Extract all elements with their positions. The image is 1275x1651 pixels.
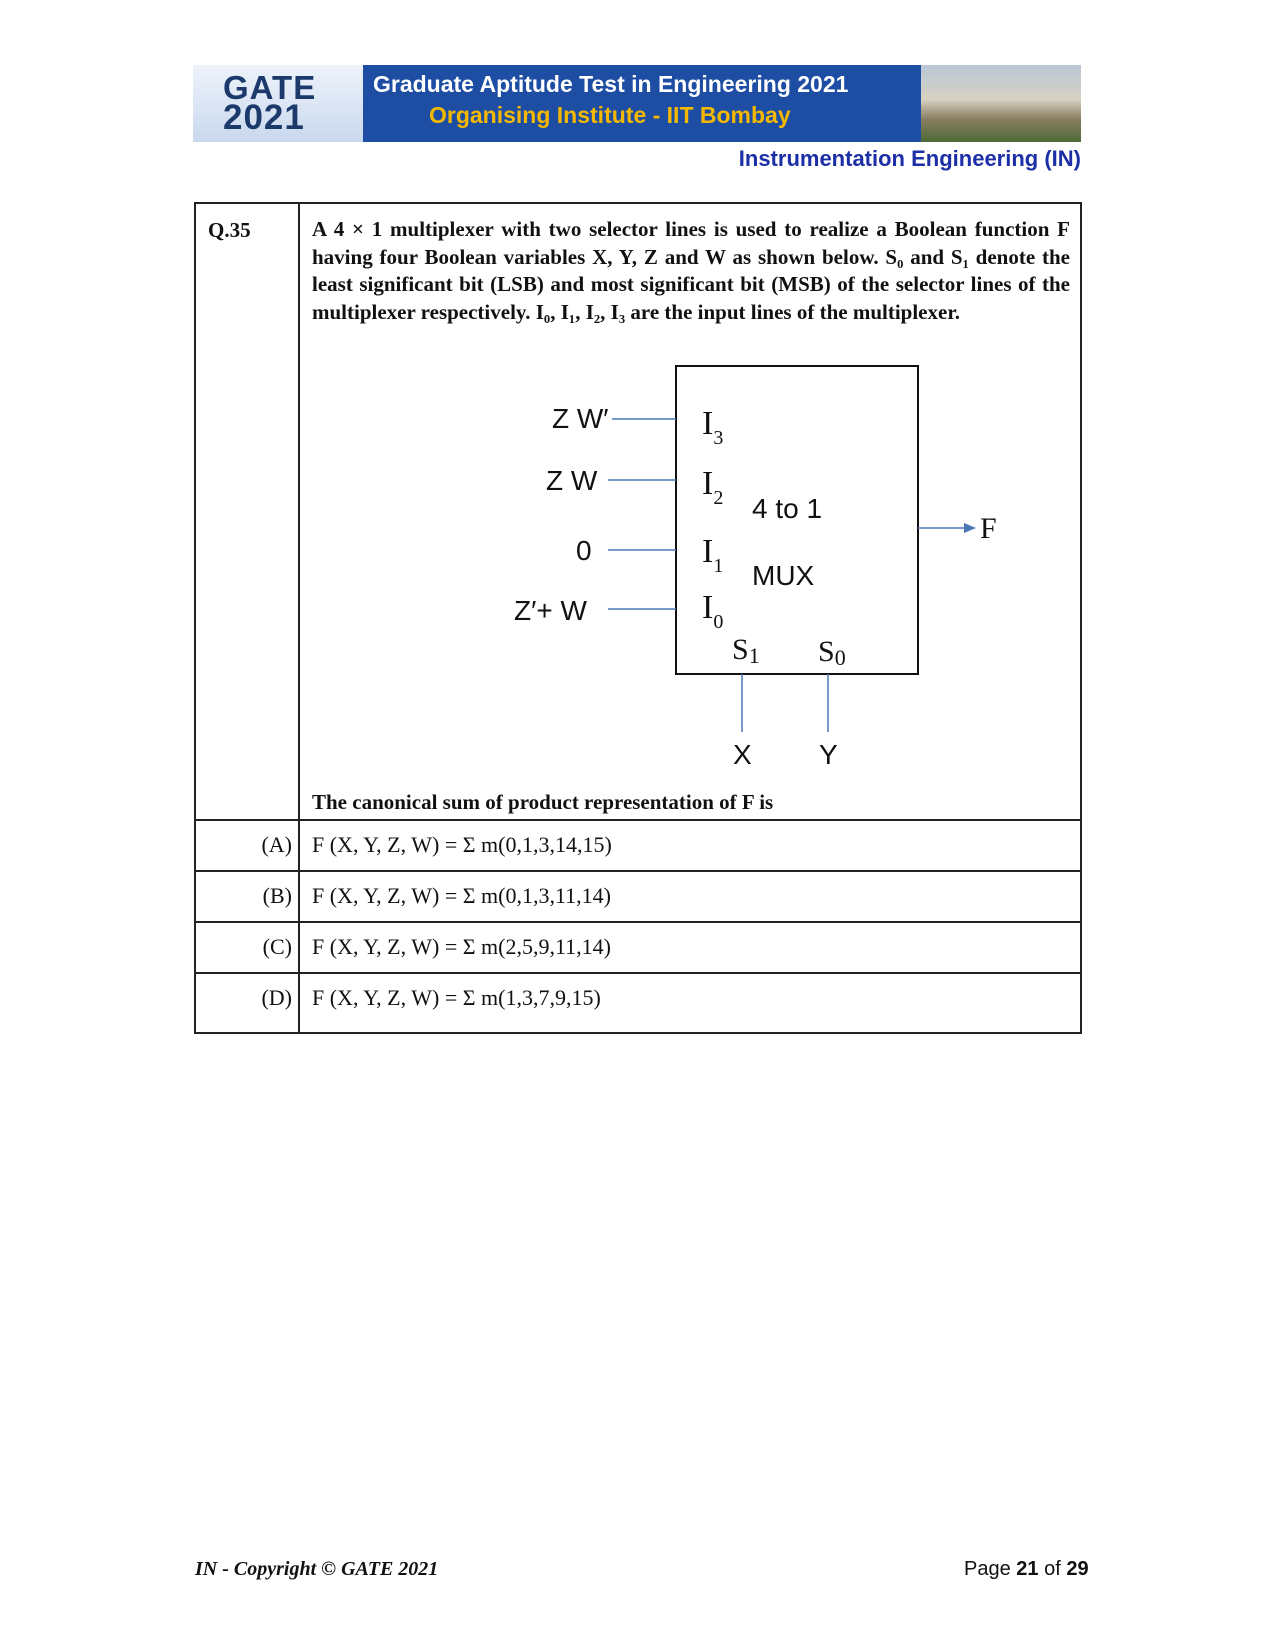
pin-s1: S1 (732, 633, 760, 668)
option-b-text: F (X, Y, Z, W) = Σ m(0,1,3,11,14) (312, 883, 611, 908)
option-a-label: (A) (261, 832, 292, 857)
question-number: Q.35 (208, 218, 251, 242)
header-banner (193, 65, 1081, 142)
output-arrow-icon (964, 523, 976, 533)
output-signal: F (980, 512, 997, 545)
input-signal-i2: Z W (546, 465, 598, 496)
banner-subtitle: Organising Institute - IIT Bombay (429, 102, 791, 128)
footer-copyright: IN - Copyright © GATE 2021 (195, 1558, 439, 1580)
paper-title: Instrumentation Engineering (IN) (738, 146, 1081, 171)
option-c-text: F (X, Y, Z, W) = Σ m(2,5,9,11,14) (312, 934, 611, 959)
mux-label-line1: 4 to 1 (752, 493, 823, 524)
option-c-label: (C) (262, 934, 292, 959)
question-table (194, 202, 1082, 1034)
selector-signal-x: X (733, 739, 752, 770)
mux-diagram (494, 366, 997, 786)
row-divider (196, 870, 1080, 872)
pin-i1: $I_1$ (702, 533, 724, 577)
mux-label-line2: MUX (752, 560, 815, 591)
question-prompt: The canonical sum of product representation of F is (312, 790, 774, 814)
banner-title-band (363, 65, 921, 142)
row-divider (196, 819, 1080, 821)
row-divider (196, 972, 1080, 974)
column-divider (298, 204, 300, 1032)
pin-i2: $I_2$ (702, 465, 724, 509)
gate-logo (193, 65, 363, 142)
option-b-label: (B) (262, 883, 292, 908)
pin-s0: S0 (818, 635, 846, 670)
selector-signal-y: Y (819, 739, 838, 770)
row-divider (196, 921, 1080, 923)
question-text: A 4 × 1 multiplexer with two selector lines is used to realize a Boolean function F having four Boolean variables X, Y, Z and W as shown below. S₀ and S₁ denote the least significant bit (LSB) and most significant bit (MSB) of the selector lines of the multiplexer respectively. I₀, I₁, I₂, I₃ are the input lines of the multiplexer. (312, 217, 1070, 324)
logo-text-bottom: 2021 (223, 98, 305, 137)
input-signal-i0: Z′+ W (514, 595, 587, 626)
option-d-label: (D) (261, 985, 292, 1010)
banner-title: Graduate Aptitude Test in Engineering 2021 (373, 71, 849, 97)
institute-building-photo (921, 65, 1081, 142)
logo-text-top: GATE (223, 69, 317, 106)
input-signal-i1: 0 (576, 535, 592, 566)
page-number: Page 21 of 29 (964, 1558, 1089, 1580)
option-a-text: F (X, Y, Z, W) = Σ m(0,1,3,14,15) (312, 832, 612, 857)
option-d-text: F (X, Y, Z, W) = Σ m(1,3,7,9,15) (312, 985, 601, 1010)
pin-i0: $I_0$ (702, 589, 724, 633)
input-signal-i3: Z W′ (552, 403, 609, 434)
pin-i3: $I_3$ (702, 405, 724, 449)
